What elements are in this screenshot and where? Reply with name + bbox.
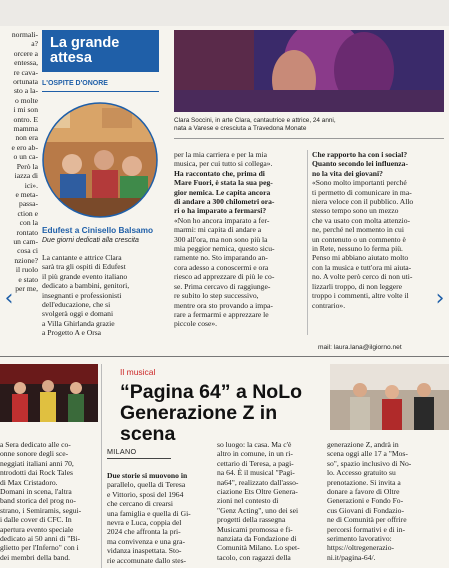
- text-line: Due storie si muovono in: [107, 471, 188, 480]
- article-column-2: [217, 440, 320, 568]
- text-line: altro in comune, in un ri-: [217, 449, 293, 459]
- adjacent-article-fragment: [0, 440, 99, 568]
- author-email: mail: laura.lana@ilgiorno.net: [318, 344, 402, 351]
- text-line: nzione?: [14, 255, 38, 265]
- text-line: di Max Cristadoro.: [0, 477, 58, 487]
- text-line: il ruolo: [15, 265, 38, 275]
- section-label: Il musical: [120, 367, 156, 377]
- text-line: iazza di: [14, 171, 38, 181]
- text-line: nanziata da Fondazione di: [217, 534, 297, 544]
- text-line: contrario».: [312, 300, 346, 310]
- text-line: mamma: [13, 124, 38, 134]
- text-line: gior nemica. Le capita ancora: [174, 187, 271, 197]
- text-line: na64", realizzato dall'asso-: [217, 477, 299, 487]
- text-line: passa-: [19, 199, 38, 209]
- text-line: percorsi formativi e di in-: [327, 524, 406, 534]
- article-column-1: [107, 471, 207, 568]
- band-photo: [0, 364, 98, 422]
- column-divider: [307, 150, 308, 335]
- text-line: marmi: mi capita di andare a: [174, 225, 262, 235]
- text-line: no la vita dei giovani?: [312, 168, 383, 178]
- text-line: ramente no. Sto imparando an-: [174, 253, 268, 263]
- text-line: Penso mi abbiano aiutato molto: [312, 253, 409, 263]
- text-line: i mi son: [13, 105, 38, 115]
- text-line: lo. Accesso gratuito su: [327, 468, 396, 478]
- text-line: ontro. E: [13, 114, 38, 124]
- text-line: ri o ha imparato a fermarsi?: [174, 206, 267, 216]
- portrait-subtitle: Due giorni dedicati alla crescita: [42, 237, 139, 244]
- text-line: so", spazio inclusivo di No-: [327, 458, 412, 468]
- text-line: parallelo, quella di Teresa: [107, 480, 186, 490]
- text-line: stesso tempo sono un mezzo: [312, 206, 399, 216]
- text-line: Mare Fuori, è stata la sua peg-: [174, 178, 273, 188]
- text-line: se. Prima cercavo di raggiunge-: [174, 281, 271, 291]
- text-line: ni.it/pagina-64/.: [327, 552, 376, 562]
- text-line: 300 all'ora, ma non sono più la: [174, 234, 268, 244]
- text-line: rie accomunate dallo stes-: [107, 555, 187, 565]
- musical-photo: [330, 364, 449, 430]
- text-line: dei membri della band.: [0, 552, 71, 562]
- text-line: di andare a 300 chilometri ora-: [174, 197, 275, 207]
- section-divider: [0, 356, 449, 357]
- kicker-rule: [42, 91, 159, 92]
- text-line: insegnanti e professionisti: [42, 290, 122, 300]
- text-line: il più grande evento italiano: [42, 271, 128, 281]
- text-line: o molte: [15, 95, 38, 105]
- article-title: [120, 382, 320, 445]
- text-line: non era: [15, 133, 38, 143]
- text-line: dell'educazione, che si: [42, 300, 111, 310]
- text-line: donare a favore di Oltre: [327, 487, 400, 497]
- text-line: rare a fermarmi e apprezzare le: [174, 309, 269, 319]
- text-line: riesco ad apprezzare di più le co-: [174, 272, 275, 282]
- text-line: re cava-: [13, 67, 38, 77]
- text-line: che cercano di crearsi: [107, 499, 173, 509]
- text-line: ortunata: [13, 77, 38, 87]
- text-line: nevra e Luca, coppia del: [107, 518, 182, 528]
- text-line: ti permetto di comunicare in ma-: [312, 187, 412, 197]
- text-line: e meta-: [15, 189, 38, 199]
- text-line: cosa ci: [17, 246, 38, 256]
- text-line: generazione Z, andrà in: [327, 440, 399, 449]
- text-line: Comunità Milano. Lo spet-: [217, 543, 300, 553]
- dateline: MILANO: [107, 447, 137, 456]
- text-line: svolgerà oggi e domani: [42, 309, 114, 319]
- text-line: «Non ho ancora imparato a fer-: [174, 215, 270, 225]
- text-line: apertura evento speciale: [0, 524, 74, 534]
- text-line: piccole cose».: [174, 319, 218, 329]
- chevron-right-icon[interactable]: ›: [435, 286, 445, 311]
- text-line: ici».: [24, 180, 38, 190]
- photo-caption-line: nata a Varese e cresciuta a Travedona Monate: [174, 125, 307, 133]
- text-line: band storica del prog no-: [0, 496, 76, 506]
- article-title-line-2: Generazione Z in scena: [120, 402, 278, 445]
- text-line: ma convivenza e una gra-: [107, 536, 186, 546]
- text-line: con la musica e tutt'ora mi aiuta-: [312, 262, 412, 272]
- text-line: tacolo, con ragazzi della: [217, 552, 291, 562]
- text-line: orcere a: [13, 48, 38, 58]
- text-line: neggiati italiani anni 70,: [0, 458, 74, 468]
- text-line: https://oltregenerazio-: [327, 543, 395, 553]
- text-line: na 64. È il musical "Pagi-: [217, 468, 295, 478]
- photo-caption-line: Clara Soccini, in arte Clara, cantautrice e attrice, 24 anni,: [174, 117, 336, 124]
- text-line: a?: [31, 39, 38, 49]
- section-kicker: L'OSPITE D'ONORE: [42, 80, 108, 87]
- text-line: a Sera dedicato alle co-: [0, 440, 71, 449]
- text-line: Generazioni e Fondo Fo-: [327, 496, 404, 506]
- article-title-line-1: “Pagina 64” a NoLo: [120, 381, 303, 403]
- text-line: entessa,: [14, 58, 38, 68]
- text-line: re subito lo step successivo,: [174, 291, 259, 301]
- text-line: e stato: [18, 274, 38, 284]
- text-line: cettario di Teresa, a pagi-: [217, 458, 294, 468]
- text-line: e ero ab-: [11, 142, 38, 152]
- text-line: rontato: [16, 227, 38, 237]
- caption-rule: [174, 138, 444, 139]
- article-column-3: [312, 150, 448, 335]
- headline-line-2: attesa: [50, 50, 92, 66]
- text-line: dedicato a bambini, genitori,: [42, 281, 130, 291]
- clara-photo: [174, 30, 444, 112]
- portrait-photo: [42, 102, 158, 218]
- text-line: normali-: [11, 30, 38, 39]
- headline-box: [42, 30, 159, 72]
- text-line: prenotazione. Si invita a: [327, 477, 401, 487]
- text-line: che va usato con molta attenzio-: [312, 215, 411, 225]
- text-line: sarà tra gli ospiti di Edufest: [42, 262, 126, 272]
- text-line: serimento lavorativo:: [327, 534, 392, 544]
- text-line: per me,: [15, 283, 38, 293]
- text-line: Musicami promossa e fi-: [217, 524, 293, 534]
- text-line: so luogo: la casa. Ma c'è: [217, 440, 292, 449]
- text-line: Però la: [16, 161, 38, 171]
- text-line: Che rapporto ha con i social?: [312, 150, 408, 159]
- text-line: Quanto secondo lei influenza-: [312, 159, 408, 169]
- dateline-rule: [107, 458, 171, 459]
- chevron-left-icon[interactable]: ‹: [4, 286, 14, 311]
- text-line: ntrodotti dai Rock Tales: [0, 468, 73, 478]
- text-line: cus Giovani di Fondazio-: [327, 505, 404, 515]
- article-column-1: [42, 253, 167, 348]
- text-line: Domani in scena, l'altra: [0, 487, 72, 497]
- text-line: mia peggior nemica, questo sicu-: [174, 244, 275, 254]
- text-line: dedicato ai 50 anni di "Bi-: [0, 534, 81, 544]
- text-line: e Vittorio, sposi del 1964: [107, 489, 184, 499]
- column-divider: [101, 364, 102, 568]
- text-line: zioni nel contesto di: [217, 496, 279, 506]
- text-line: ciazione Ets Oltre Genera-: [217, 487, 298, 497]
- text-line: musica, per cui tutto si collega».: [174, 159, 273, 169]
- article-column-3: [327, 440, 449, 568]
- text-line: con la: [19, 218, 38, 228]
- text-line: cora adesso a conoscermi e ora: [174, 262, 269, 272]
- text-line: in Rete, nessuno lo ferma più.: [312, 244, 403, 254]
- text-line: a Villa Ghirlanda grazie: [42, 318, 115, 328]
- text-line: «Sono molto importanti perché: [312, 178, 407, 188]
- text-line: Ha raccontato che, prima di: [174, 168, 265, 178]
- text-line: lizzarli troppo, di non leggere: [312, 281, 403, 291]
- text-line: scena oggi alle 17 a "Mos-: [327, 449, 408, 459]
- text-line: per la mia carriera e per la mia: [174, 150, 267, 159]
- text-line: glietto per l'Inferno" con i: [0, 543, 79, 553]
- text-line: progetti della rassegna: [217, 515, 286, 525]
- text-line: niera veloce con il pubblico. Allo: [312, 197, 414, 207]
- text-line: una famiglia e quella di Gi-: [107, 508, 191, 518]
- portrait-title: Edufest a Cinisello Balsamo: [42, 225, 154, 235]
- viewer-top-bar: [0, 0, 449, 26]
- text-line: vidanza inaspettata. Sto-: [107, 546, 182, 556]
- text-line: un contenuto o un commento è: [312, 234, 406, 244]
- text-line: troppo i commenti, altre volte il: [312, 291, 409, 301]
- text-line: "Genz Acting", uno dei sei: [217, 505, 299, 515]
- photo-caption: [174, 117, 444, 134]
- text-line: ction e: [17, 208, 38, 218]
- text-line: sto a la-: [13, 86, 38, 96]
- text-line: un cam-: [13, 236, 38, 246]
- text-line: i dalle cover di CFC. In: [0, 515, 72, 525]
- text-line: no. A volte però cerco di non uti-: [312, 272, 413, 282]
- text-line: La cantante e attrice Clara: [42, 253, 122, 262]
- text-line: a Progetto A e Orsa: [42, 328, 102, 338]
- text-line: mentre ora sto provando a impa-: [174, 300, 273, 310]
- text-line: strano, i Semiramis, segui-: [0, 505, 82, 515]
- text-line: 2024 che affronta la pri-: [107, 527, 181, 537]
- text-line: o un ca-: [13, 152, 38, 162]
- text-line: ne, perché nel momento in cui: [312, 225, 404, 235]
- article-column-2: [174, 150, 302, 345]
- text-line: ne di Comunità per offrire: [327, 515, 407, 525]
- headline-line-1: La grande: [50, 35, 120, 51]
- text-line: onne sonore degli sce-: [0, 449, 69, 459]
